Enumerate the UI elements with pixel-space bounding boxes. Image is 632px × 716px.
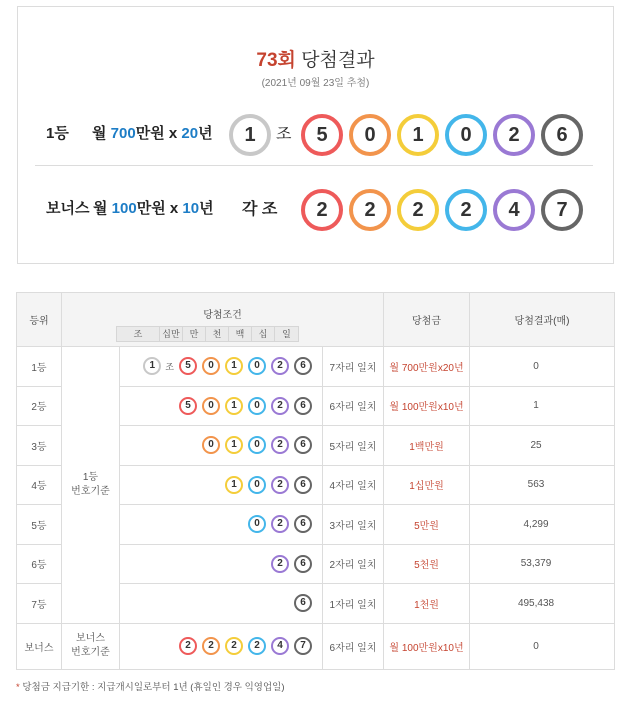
numbers-cell [120,426,323,466]
count-cell: 1 [470,386,615,426]
number-ball: 6 [294,357,312,375]
number-ball: 0 [248,515,266,533]
payout-amount: 100 [111,200,137,217]
amount-cell: 5만원 [384,505,470,545]
payout-years: 20 [181,125,199,142]
table-row-bonus [17,623,615,669]
group-ball: 1 [229,114,271,156]
number-ball: 2 [349,189,391,231]
number-ball: 4 [493,189,535,231]
number-ball: 2 [271,436,289,454]
number-ball: 5 [179,397,197,415]
result-title [18,45,613,72]
rank-cell: 4등 [17,465,62,505]
number-ball: 1 [225,436,243,454]
draw-date: (2021년 09월 23일 추첨) [261,78,370,89]
count-cell: 563 [470,465,615,505]
number-ball: 6 [294,436,312,454]
rank-cell: 5등 [17,505,62,545]
match-cell: 2자리 일치 [323,544,384,584]
first-prize-payout [92,122,213,143]
number-ball: 1 [143,357,161,375]
count-cell: 4,299 [470,505,615,545]
number-ball: 0 [202,436,220,454]
match-cell: 7자리 일치 [323,347,384,387]
count-cell: 25 [470,426,615,466]
number-ball: 6 [541,114,583,156]
payout-amount: 700 [110,125,136,142]
number-ball: 0 [248,357,266,375]
number-ball: 5 [179,357,197,375]
number-ball: 2 [248,637,266,655]
bonus-prize-payout [93,197,214,218]
number-ball: 2 [301,189,343,231]
number-ball: 1 [225,357,243,375]
match-cell: 3자리 일치 [323,505,384,545]
first-prize-row [18,108,615,158]
header-result: 당첨결과(매) [470,293,615,347]
rank-cell: 1등 [17,347,62,387]
number-ball: 2 [271,555,289,573]
number-ball: 0 [349,114,391,156]
table-row [17,347,615,387]
result-title-text: 당첨결과 [301,50,375,71]
condition-title: 당첨조건 [203,310,242,321]
place-100k: 십만 [160,327,183,341]
payout-prefix: 월 [93,200,108,217]
header-rank: 등위 [17,293,62,347]
group-basis-cell: 1등 번호기준 [62,347,120,624]
table-header-row [17,293,615,347]
number-ball: 0 [202,397,220,415]
amount-cell: 1천원 [384,584,470,624]
number-ball: 2 [445,189,487,231]
numbers-cell [120,465,323,505]
divider [35,165,593,166]
number-ball: 7 [294,637,312,655]
place-10k: 만 [183,327,206,341]
payout-suffix: 년 [199,200,214,217]
numbers-cell [120,623,323,669]
numbers-cell [120,544,323,584]
number-ball: 1 [397,114,439,156]
number-ball: 0 [202,357,220,375]
number-ball: 2 [271,476,289,494]
count-cell: 0 [470,623,615,669]
header-condition [62,293,384,347]
numbers-cell [120,386,323,426]
number-ball: 2 [271,397,289,415]
bonus-prize-rank: 보너스 [46,200,90,217]
payout-unit: 만원 x [136,200,179,217]
place-10: 십 [252,327,275,341]
number-ball: 7 [541,189,583,231]
place-1: 일 [282,329,291,339]
payout-years: 10 [182,200,200,217]
rank-cell: 2등 [17,386,62,426]
payout-suffix: 년 [198,125,213,142]
match-cell: 1자리 일치 [323,584,384,624]
number-ball: 0 [445,114,487,156]
number-ball: 6 [294,515,312,533]
number-ball: 1 [225,476,243,494]
number-ball: 5 [301,114,343,156]
count-cell: 53,379 [470,544,615,584]
number-ball: 0 [248,476,266,494]
header-amount: 당첨금 [384,293,470,347]
each-group-label: 각 조 [242,201,278,218]
place-jo: 조 [117,327,160,341]
numbers-cell [120,584,323,624]
count-cell: 495,438 [470,584,615,624]
amount-cell: 1십만원 [384,465,470,505]
place-header [116,326,299,342]
results-table [16,292,615,670]
payout-unit: 만원 x [135,125,178,142]
result-summary-box [17,6,614,264]
number-ball: 6 [294,594,312,612]
payment-deadline-note [16,679,285,693]
number-ball: 2 [179,637,197,655]
number-ball: 6 [294,397,312,415]
number-ball: 2 [271,357,289,375]
number-ball: 2 [397,189,439,231]
amount-cell: 월 100만원x10년 [384,386,470,426]
numbers-cell [120,505,323,545]
number-ball: 2 [202,637,220,655]
match-cell: 4자리 일치 [323,465,384,505]
round-number: 73회 [256,50,296,71]
number-ball: 6 [294,555,312,573]
place-100: 백 [229,327,252,341]
match-cell: 6자리 일치 [323,623,384,669]
amount-cell: 1백만원 [384,426,470,466]
number-ball: 6 [294,476,312,494]
numbers-cell [120,347,323,387]
amount-cell: 5천원 [384,544,470,584]
count-cell: 0 [470,347,615,387]
amount-cell: 월 100만원x10년 [384,623,470,669]
number-ball: 2 [271,515,289,533]
number-ball: 1 [225,397,243,415]
number-ball: 4 [271,637,289,655]
number-ball: 2 [225,637,243,655]
group-label: 조 [276,126,292,143]
group-basis-cell: 보너스 번호기준 [62,623,120,669]
bonus-prize-row [18,183,615,233]
payout-prefix: 월 [92,125,107,142]
rank-cell: 6등 [17,544,62,584]
place-1k: 천 [206,327,229,341]
amount-cell: 월 700만원x20년 [384,347,470,387]
match-cell: 6자리 일치 [323,386,384,426]
rank-cell: 3등 [17,426,62,466]
first-prize-rank: 1등 [46,125,69,142]
number-ball: 0 [248,397,266,415]
note-text: 당첨금 지급기한 : 지급개시일로부터 1년 (휴일인 경우 익영업일) [22,682,285,693]
number-ball: 2 [493,114,535,156]
note-star: * [16,682,20,693]
group-label: 조 [165,361,174,372]
rank-cell: 7등 [17,584,62,624]
number-ball: 0 [248,436,266,454]
match-cell: 5자리 일치 [323,426,384,466]
rank-cell: 보너스 [17,623,62,669]
